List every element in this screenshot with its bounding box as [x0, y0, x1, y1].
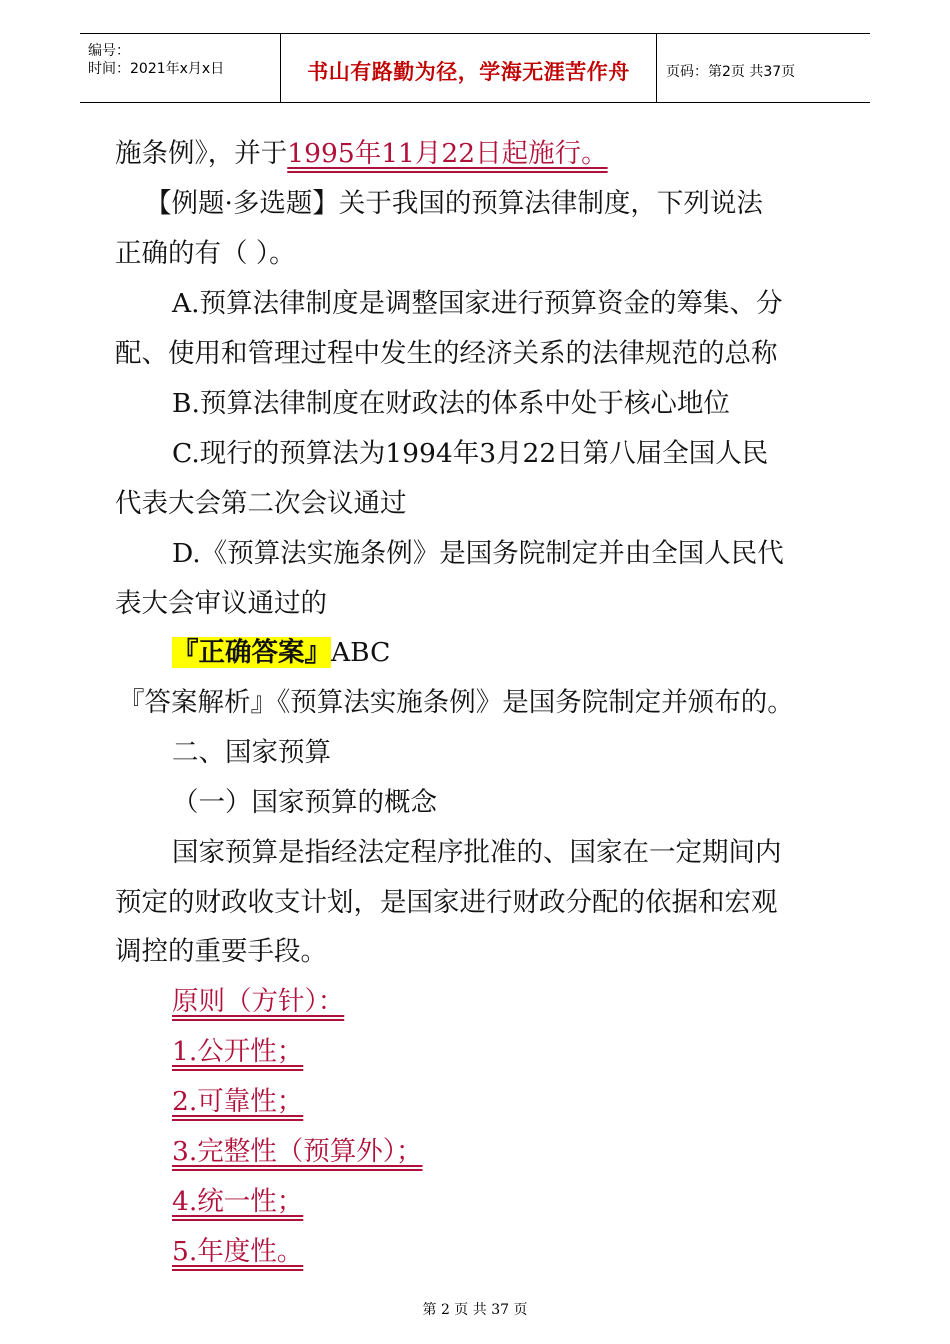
line-prefix: 施条例》，并于 — [115, 138, 288, 169]
option-c-cont: 代表大会第二次会议通过 — [115, 488, 407, 519]
section-heading: 二、国家预算 — [172, 737, 331, 768]
principle-item: 4.统一性； — [172, 1186, 304, 1217]
option-a-cont: 配、使用和管理过程中发生的经济关系的法律规范的总称 — [115, 338, 778, 369]
paragraph-line: 国家预算是指经法定程序批准的、国家在一定期间内 — [172, 837, 782, 868]
paragraph-line-3: 调控的重要手段。 — [115, 936, 327, 967]
principle-item: 3.完整性（预算外）； — [172, 1136, 423, 1167]
page-label: 页码：第2页 共37页 — [666, 64, 796, 80]
time-label: 时间：2021年x月x日 — [88, 61, 225, 77]
principles-title: 原则（方针）： — [172, 986, 345, 1017]
serial-label: 编号： — [88, 43, 130, 59]
option-c: C.现行的预算法为1994年3月22日第八届全国人民 — [172, 438, 769, 469]
principle-item: 5.年度性。 — [172, 1236, 304, 1267]
answer-line — [172, 636, 390, 670]
option-a: A.预算法律制度是调整国家进行预算资金的筹集、分 — [172, 288, 783, 319]
page-footer: 第 2 页 共 37 页 — [422, 1302, 528, 1318]
text-line — [115, 137, 608, 171]
effective-date: 1995年11月22日起施行。 — [287, 138, 608, 169]
example-question: 【例题·多选题】关于我国的预算法律制度，下列说法 — [145, 188, 763, 219]
motto: 书山有路勤为径，学海无涯苦作舟 — [307, 60, 630, 84]
option-b: B.预算法律制度在财政法的体系中处于核心地位 — [172, 388, 730, 419]
header-page-cell — [656, 34, 870, 102]
principle-item: 2.可靠性； — [172, 1086, 304, 1117]
option-d-cont: 表大会审议通过的 — [115, 588, 327, 619]
header-info-cell — [80, 34, 280, 102]
header-motto-cell — [280, 34, 657, 102]
example-question-cont: 正确的有（ ）。 — [115, 238, 296, 269]
answer-label: 『正确答案』 — [172, 637, 331, 668]
answer-analysis: 『答案解析』《预算法实施条例》是国务院制定并颁布的。 — [118, 687, 794, 718]
option-d: D.《预算法实施条例》是国务院制定并由全国人民代 — [172, 538, 784, 569]
principle-item: 1.公开性； — [172, 1036, 304, 1067]
paragraph-line-2: 预定的财政收支计划，是国家进行财政分配的依据和宏观 — [115, 887, 778, 918]
page-header — [80, 33, 870, 103]
answer-value: ABC — [331, 637, 391, 668]
subsection-heading: （一）国家预算的概念 — [172, 787, 437, 818]
